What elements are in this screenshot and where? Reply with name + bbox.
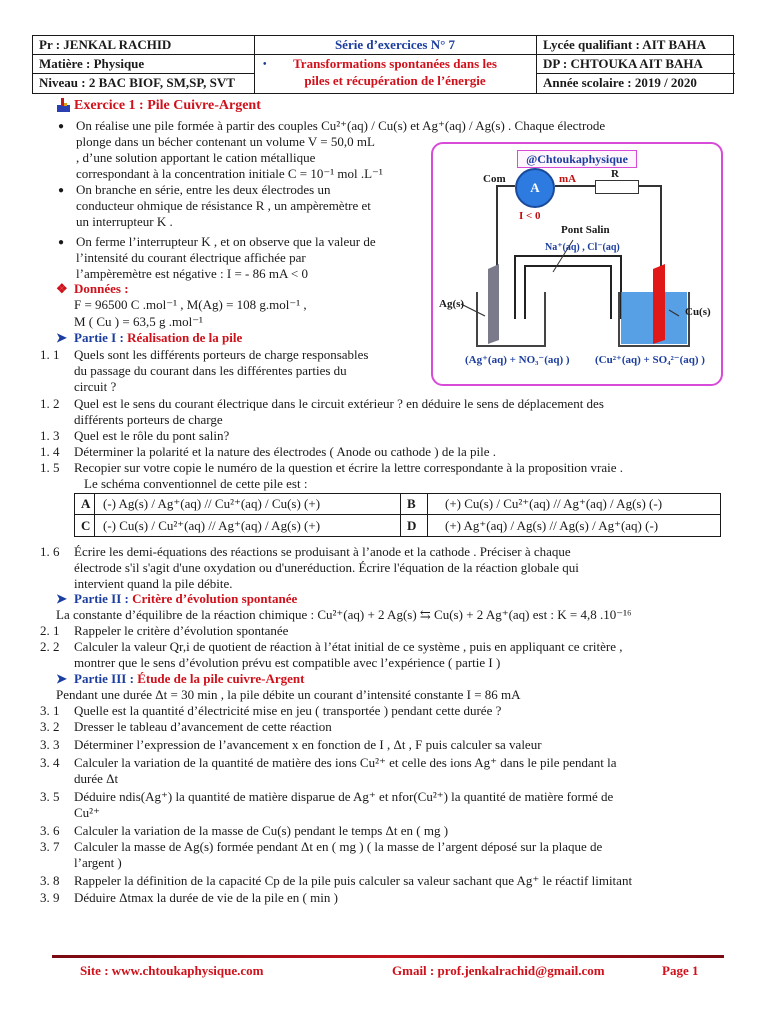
bullet: ● [58, 237, 65, 248]
part1-title: Réalisation de la pile [127, 330, 243, 345]
part1-heading [74, 329, 242, 346]
level: Niveau : 2 BAC BIOF, SM,SP, SVT [39, 75, 235, 90]
current-sign-label: I < 0 [519, 210, 541, 222]
question-text: Quel est le rôle du pont salin? [74, 428, 230, 443]
part3-prefix: Partie III : [74, 671, 134, 686]
question-number: 3. 2 [40, 719, 60, 734]
part1-prefix: Partie I : [74, 330, 124, 345]
silver-solution-label: (Ag⁺(aq) + NO₃⁻(aq) ) [465, 354, 570, 366]
part2-title: Critère d’évolution spontanée [132, 591, 298, 606]
question-text: durée Δt [74, 771, 119, 786]
question-text: Dresser le tableau d’avancement de cette réaction [74, 719, 332, 734]
theme-bullet: • [263, 59, 267, 70]
intro-text-1b: plonge dans un bécher contenant un volume V = 50,0 mL [76, 134, 375, 149]
footer-rule [52, 955, 724, 958]
intro-text-2c: un interrupteur K . [76, 214, 173, 229]
series-title: Série d’exercices N° 7 [334, 37, 456, 52]
question-number: 3. 1 [40, 703, 60, 718]
option-letter: A [81, 496, 91, 511]
question-number: 3. 9 [40, 890, 60, 905]
question-text: Le schéma conventionnel de cette pile est : [84, 476, 308, 491]
part-arrow-icon: ➤ [56, 591, 67, 606]
bullet: ● [58, 121, 65, 132]
header-table [32, 35, 734, 94]
question-text: Déduire Δtmax la durée de vie de la pile en ( min ) [74, 890, 338, 905]
data-title: Données : [74, 281, 129, 296]
question-number: 3. 6 [40, 823, 60, 838]
option-letter: B [407, 496, 416, 511]
question-number: 2. 2 [40, 639, 60, 654]
option-letter: C [81, 518, 91, 533]
question-text: du passage du courant dans les différentes parties du [74, 363, 347, 378]
question-text: l’argent ) [74, 855, 122, 870]
question-text: Déduire ndis(Ag⁺) la quantité de matière disparue de Ag⁺ et nfor(Cu²⁺) la quantité de matière formé de [74, 789, 614, 804]
directorate: DP : CHTOUKA AIT BAHA [543, 56, 703, 71]
intro-text-3a: On ferme l’interrupteur K , et on observe que la valeur de [76, 234, 376, 249]
question-text: Quel est le sens du courant électrique dans le circuit extérieur ? en déduire le sens de déplacement des [74, 396, 604, 411]
option-letter: D [407, 518, 417, 533]
circuit-wires [433, 144, 723, 386]
question-number: 1. 4 [40, 444, 60, 459]
bullet: ● [58, 185, 65, 196]
ma-label: mA [559, 173, 577, 185]
teacher-name: Pr : JENKAL RACHID [39, 37, 172, 52]
com-label: Com [483, 173, 506, 185]
part3-heading [74, 670, 305, 687]
option-text: (-) Cu(s) / Cu²⁺(aq) // Ag⁺(aq) / Ag(s) (+) [103, 518, 321, 533]
question-text: Calculer la masse de Ag(s) formée pendant Δt en ( mg ) ( la masse de l’argent déposé sur la plaque de [74, 839, 603, 854]
question-text: Calculer la variation de la masse de Cu(s) pendant le temps Δt en ( mg ) [74, 823, 449, 838]
salt-bridge-ions: Na⁺(aq) , Cl⁻(aq) [545, 242, 620, 253]
question-text: Déterminer la polarité et la nature des électrodes ( Anode ou cathode ) de la pile . [74, 444, 496, 459]
question-text: Déterminer l’expression de l’avancement x en fonction de I , Δt , F puis calculer sa valeur [74, 737, 542, 752]
option-text: (+) Cu(s) / Cu²⁺(aq) // Ag⁺(aq) / Ag(s) (-) [445, 496, 663, 511]
intro-text-3b: l’intensité du courant électrique affichée par [76, 250, 306, 265]
part3-title: Étude de la pile cuivre-Argent [137, 671, 305, 686]
intro-text-2a: On branche en série, entre les deux électrodes un [76, 182, 331, 197]
question-number: 3. 4 [40, 755, 60, 770]
part2-prefix: Partie II : [74, 591, 129, 606]
intro-text-3c: l’ampèremètre est négative : I = - 86 mA < 0 [76, 266, 308, 281]
brand-label: @Chtoukaphysique [517, 150, 637, 168]
footer-email-link[interactable]: Gmail : prof.jenkalrachid@gmail.com [392, 963, 605, 978]
question-text: Quelle est la quantité d’électricité mise en jeu ( transportée ) pendant cette durée ? [74, 703, 502, 718]
data-line-2: M ( Cu ) = 63,5 g .mol⁻¹ [74, 314, 203, 329]
question-number: 3. 8 [40, 873, 60, 888]
hand-pointer-icon [57, 98, 70, 112]
intro-text-1c: , d’une solution apportant le cation métallique [76, 150, 316, 165]
copper-electrode-label: Cu(s) [685, 306, 711, 318]
question-number: 1. 6 [40, 544, 60, 559]
question-text: montrer que le sens d’évolution prévu est compatible avec l’expérience ( partie I ) [74, 655, 501, 670]
part2-intro: La constante d’équilibre de la réaction chimique : Cu²⁺(aq) + 2 Ag(s) ⇆ Cu(s) + 2 Ag⁺(aq) est : K = 4,8 .10⁻¹⁶ [56, 607, 632, 622]
question-number: 1. 2 [40, 396, 60, 411]
silver-electrode-label: Ag(s) [439, 298, 465, 310]
options-table [74, 493, 721, 537]
salt-bridge-label: Pont Salin [561, 224, 610, 236]
page-number: Page 1 [662, 963, 699, 978]
intro-text-2b: conducteur ohmique de résistance R , un ampèremètre et [76, 198, 371, 213]
school-year: Année scolaire : 2019 / 2020 [543, 75, 697, 90]
question-text: Quels sont les différents porteurs de charge responsables [74, 347, 369, 362]
question-text: Recopier sur votre copie le numéro de la question et écrire la lettre correspondante à la proposition vraie . [74, 460, 624, 475]
question-text: circuit ? [74, 379, 117, 394]
part2-heading [74, 590, 297, 607]
option-text: (-) Ag(s) / Ag⁺(aq) // Cu²⁺(aq) / Cu(s) (+) [103, 496, 321, 511]
question-text: électrode s'il s'agit d'une oxydation ou d'uneréduction. Écrire l'équation de la réaction globale qui [74, 560, 579, 575]
question-number: 2. 1 [40, 623, 60, 638]
part-arrow-icon: ➤ [56, 330, 67, 345]
intro-text-1a: On réalise une pile formée à partir des couples Cu²⁺(aq) / Cu(s) et Ag⁺(aq) / Ag(s) . Chaque électrode [76, 118, 606, 133]
question-number: 1. 3 [40, 428, 60, 443]
question-number: 3. 7 [40, 839, 60, 854]
subject: Matière : Physique [39, 56, 145, 71]
theme-title [254, 55, 536, 89]
question-text: Calculer la variation de la quantité de matière des ions Cu²⁺ et celle des ions Ag⁺ dans le pile pendant la [74, 755, 617, 770]
exercise-title: Exercice 1 : Pile Cuivre-Argent [74, 98, 261, 113]
question-number: 1. 1 [40, 347, 60, 362]
copper-solution-label: (Cu²⁺(aq) + SO₄²⁻(aq) ) [595, 354, 705, 366]
circuit-diagram [431, 142, 723, 386]
question-text: Calculer la valeur Qr,i de quotient de réaction à l’état initial de ce système , puis en appliquant ce critère , [74, 639, 623, 654]
question-text: intervient quand la pile débite. [74, 576, 233, 591]
question-number: 3. 5 [40, 789, 60, 804]
question-text: Cu²⁺ [74, 805, 100, 820]
option-text: (+) Ag⁺(aq) / Ag(s) // Ag(s) / Ag⁺(aq) (-) [445, 518, 659, 533]
theme-line-1: Transformations spontanées dans les [293, 56, 497, 71]
data-line-1: F = 96500 C .mol⁻¹ , M(Ag) = 108 g.mol⁻¹ , [74, 297, 307, 312]
part-arrow-icon: ➤ [56, 671, 67, 686]
footer-site-link[interactable]: Site : www.chtoukaphysique.com [80, 963, 264, 978]
question-text: Rappeler le critère d’évolution spontanée [74, 623, 289, 638]
resistor-label: R [611, 168, 619, 180]
ammeter-icon: A [515, 168, 555, 208]
theme-line-2: piles et récupération de l’énergie [304, 73, 486, 88]
question-text: Rappeler la définition de la capacité Cp de la pile puis calculer sa valeur sachant que Ag⁺ le réactif limitant [74, 873, 633, 888]
part3-intro: Pendant une durée Δt = 30 min , la pile débite un courant d’intensité constante I = 86 mA [56, 687, 521, 702]
question-text: Écrire les demi-équations des réactions se produisant à l’anode et la cathode . Préciser à chaque [74, 544, 571, 559]
question-text: différents porteurs de charge [74, 412, 223, 427]
question-number: 3. 3 [40, 737, 60, 752]
school: Lycée qualifiant : AIT BAHA [543, 37, 707, 52]
question-number: 1. 5 [40, 460, 60, 475]
data-diamond-icon: ❖ [56, 281, 68, 296]
intro-text-1d: correspondant à la concentration initiale C = 10⁻¹ mol .L⁻¹ [76, 166, 383, 181]
